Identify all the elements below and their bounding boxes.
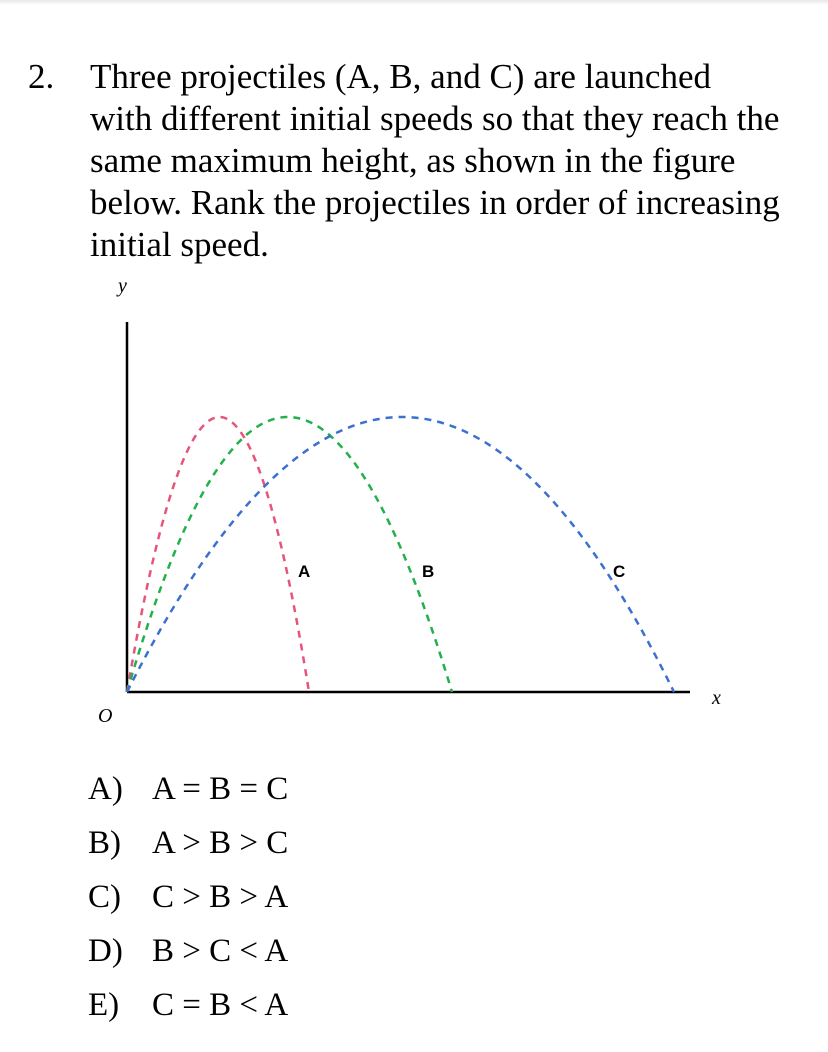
choice-text: C > B > A <box>152 879 289 915</box>
projectile-diagram <box>92 270 752 740</box>
projectile-figure <box>92 270 752 740</box>
trajectory-a <box>127 417 309 692</box>
choice-letter: D) <box>88 933 123 969</box>
question-number: 2. <box>28 57 55 96</box>
answer-choices <box>88 762 588 1032</box>
choice-letter: A) <box>88 771 123 807</box>
trajectory-a-label: A <box>298 562 311 581</box>
y-axis-label: y <box>118 275 127 297</box>
choice-c[interactable] <box>88 870 588 924</box>
choice-text: B > C < A <box>152 933 289 969</box>
choice-letter: E) <box>88 987 120 1023</box>
choice-letter: B) <box>88 825 121 861</box>
trajectory-b <box>127 417 452 692</box>
choice-text: A > B > C <box>152 825 289 861</box>
trajectory-c <box>127 417 674 692</box>
choice-b[interactable] <box>88 816 588 870</box>
choice-e[interactable] <box>88 978 588 1032</box>
choice-letter: C) <box>88 879 121 915</box>
x-axis-label: x <box>712 687 721 709</box>
question-text: Three projectiles (A, B, and C) are launched with different initial speeds so that they reach the same maximum height, as shown in the figure below. Rank the projectiles in order of increasing initial speed. <box>90 57 780 264</box>
top-divider <box>0 0 828 5</box>
choice-d[interactable] <box>88 924 588 978</box>
choice-a[interactable] <box>88 762 588 816</box>
trajectory-b-label: B <box>422 562 435 581</box>
choice-text: A = B = C <box>152 771 289 807</box>
trajectory-c-label: C <box>613 562 626 581</box>
origin-label: O <box>98 705 113 727</box>
choice-text: C = B < A <box>152 987 289 1023</box>
